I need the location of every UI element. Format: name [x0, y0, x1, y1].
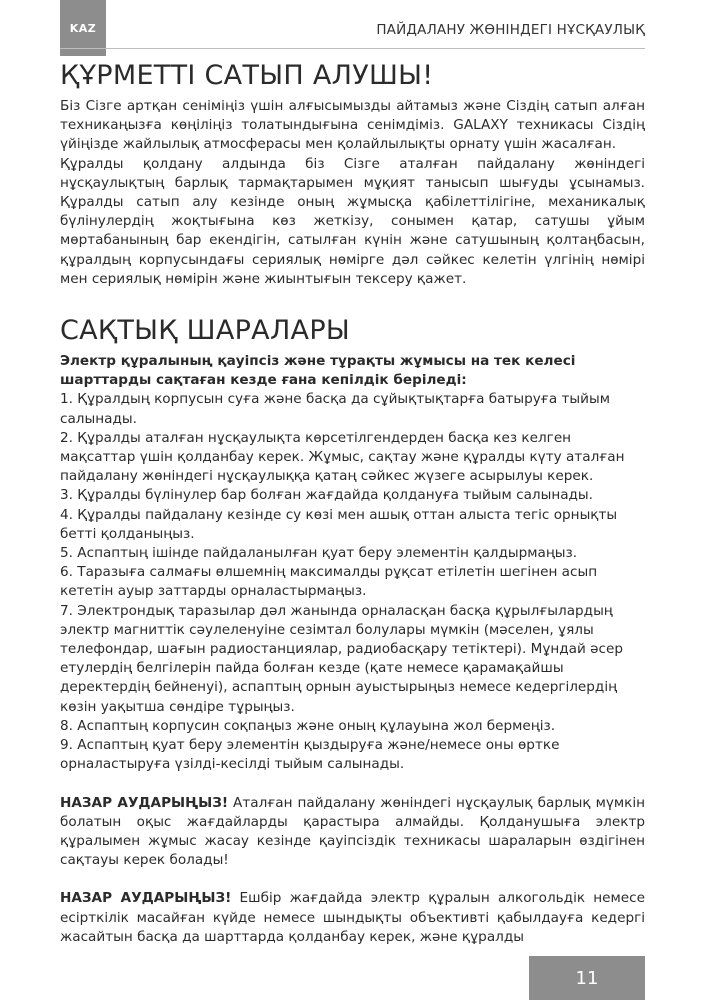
- safety-item: 9. Аспаптың қуат беру элементін қыздыруға және/немесе оны өртке орналастыруға үзілді-кесілді тыйым салынады.: [60, 737, 560, 773]
- warning-label: НАЗАР АУДАРЫҢЫЗ!: [60, 890, 232, 907]
- page-number-badge: [529, 956, 645, 1000]
- warning-text: Аталған пайдалану жөніндегі нұсқаулық барлық мүмкін болатын оқыс жағдайларды қарастыра алмайды. Қолданушыға электр құралымен жұмыс жасау кезінде қауіпсіздік техникасы шараларын өздігінен сақтауы керек болады!: [60, 794, 646, 869]
- manual-title: ПАЙДАЛАНУ ЖӨНІНДЕГІ НҰСҚАУЛЫҚ: [376, 22, 645, 38]
- safety-item: 1. Құралдың корпусын суға және басқа да сұйықтықтарға батыруға тыйым салынады.: [60, 391, 610, 427]
- warning-label: НАЗАР АУДАРЫҢЫЗ!: [60, 794, 229, 811]
- safety-item: 6. Таразыға салмағы өлшемнің максималды рұқсат етілетін шегінен асып кететін ауыр заттарды орналастырмаңыз.: [60, 564, 598, 600]
- safety-lead: Электр құралының қауіпсіз және тұрақты жұмысы на тек келесі шарттарды сақтаған кезде ғана кепілдік беріледі:: [60, 353, 576, 389]
- warning-text: Ешбір жағдайда электр құралын алкогольдік немесе есірткілік масайған күйде немесе шындықты объективті қабылдауға кедергі жасайтын басқа да шарттарда қолданбау керек, және құралды: [60, 890, 646, 945]
- greeting-heading: ҚҰРМЕТТІ САТЫП АЛУШЫ!: [60, 60, 434, 91]
- safety-item: 2. Құралды аталған нұсқаулықта көрсетілгендерден басқа кез келген мақсаттар үшін қолданбау керек. Жұмыс, сақтау және құралды күту аталған пайдалану жөніндегі нұсқаулыққа қатаң сәйкес жүзеге асырылуы керек.: [60, 429, 625, 485]
- language-code: KAZ: [69, 21, 97, 35]
- safety-item: 5. Аспаптың ішінде пайдаланылған қуат беру элементін қалдырмаңыз.: [60, 545, 578, 562]
- page-content: [60, 56, 645, 947]
- warning-paragraph: [60, 794, 645, 871]
- safety-item: 7. Электрондық таразылар дәл жанында орналасқан басқа құрылғылардың электр магниттік сәулеленуіне сезімтал болулары мүмкін (мәселен, ұялы телефондар, шағын радиостанциялар, радиобасқару тетіктері). Мұндай әсер етулердің белгілерін пайда болған кезде (қате немесе қарамақайшы деректердің бейненуі), аспаптың орнын ауыстырыңыз немесе кедергілердің көзін уақытша сөндіре тұрыңыз.: [60, 602, 623, 715]
- intro-paragraph: Біз Сізге артқан сеніміңіз үшін алғысымызды айтамыз және Сіздің сатып алған техникаңызға көңіліңіз толатындығына сенімдіміз. GALAXY техникасы Сіздің үйіңізде жайлылық атмосферасы мен қолайлылықты орнату үшін жасалған.: [60, 98, 645, 153]
- safety-item: 3. Құралды бүлінулер бар болған жағдайда қолдануға тыйым салынады.: [60, 487, 593, 504]
- warning-paragraph: [60, 889, 645, 947]
- safety-list: [60, 352, 645, 774]
- page-number: 11: [575, 967, 599, 989]
- header-divider: [60, 48, 645, 49]
- safety-item: 8. Аспаптың корпусин соқпаңыз және оның құлауына жол бермеңіз.: [60, 717, 556, 734]
- safety-item: 4. Құралды пайдалану кезінде су көзі мен ашық оттан алыста тегіс орнықты бетті қолданыңыз.: [60, 506, 618, 542]
- instructions-paragraph: Құралды қолдану алдында біз Сізге аталған пайдалану жөніндегі нұсқаулықтың барлық тармақтарымен мұқият танысып шығуды ұсынамыз. Құралды сатып алу кезінде оның жұмысқа қабілеттілігіне, механикалық бүлінулердің жоқтығына көз жеткізу, сонымен қатар, сатушы ұйым мөртабанының бар екендігін, сатылған күнін және сатушының қолтаңбасын, құралдың корпусындағы сериялық нөмірге дәл сәйкес келетін үлгінің нөмірі мен сериялық нөмірін және жиынтығын тексеру қажет.: [60, 155, 645, 287]
- safety-heading: САҚТЫҚ ШАРАЛАРЫ: [60, 315, 351, 347]
